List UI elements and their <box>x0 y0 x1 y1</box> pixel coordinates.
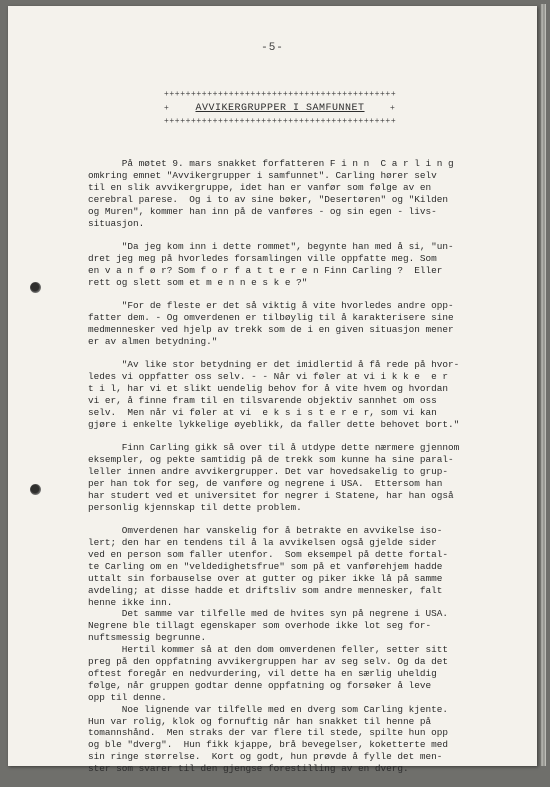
paragraph-2: "Da jeg kom inn i dette rommet", begynte han med å si, "un- dret jeg meg på hvorledes forsamlingen ville oppfatte meg. Som en v a n f ø r? Som f o r f a t t e r e n Finn Carling ? Eller rett og slett som et m e n n e s k e ?" <box>88 240 454 288</box>
page-number: -5- <box>261 42 284 54</box>
document-page <box>8 6 537 775</box>
page-title: AVVIKERGRUPPER I SAMFUNNET <box>195 102 365 114</box>
paragraph-5: Finn Carling gikk så over til å utdype dette nærmere gjennom eksempler, og pekte samtidig på de trekk som kunne ha sine paral- leller innen andre avvikergrupper. Det var hovedsakelig to grup- per han tok for seg, de vanføre og negrene i USA. Ettersom han har studert ved et universitet for negrer i Statene, har han også personlig kjennskap til dette problem. <box>88 442 460 513</box>
paragraph-1: På møtet 9. mars snakket forfatteren F i n n C a r l i n g omkring emnet "Avvikergrupper i samfunnet". Carling hører selv til en slik avvikergruppe, idet han er vanfør som følge av en cerebral parese. Og i to av sine bøker, "Desertøren" og "Kilden og Muren", kommer han inn på de vanføres - og sin egen - livs- situasjon. <box>88 158 454 229</box>
title-border-right: + <box>390 103 395 113</box>
paragraph-6: Omverdenen har vanskelig for å betrakte en avvikelse iso- lert; den har en tendens til å la avvikelsen også gjelde sider ved en person som faller utenfor. Som eksempel på dette fortal- te Carling om en "veldedighetsfrue" som på et vanførehjem hadde uttalt sin forbauselse over at gutter og piker ikke lå på samme avdeling; at disse hadde et driftsliv som andre mennesker, falt henne ikke inn. Det samme var tilfelle med de hvites syn på negrene i USA. Negrene ble tillagt egenskaper som overhode ikke lot seg for- nuftsmessig begrunne. Hertil kommer så at den dom omverdenen feller, setter sitt preg på den oppfatning avvikergruppen har av seg selv. Og da det oftest foregår en nedvurdering, vil dette ha en særlig uheldig følge, når gruppen godtar denne oppfatning og forsøker å leve opp til denne. Noe lignende var tilfelle med en dverg som Carling kjente. Hun var rolig, klok og fornuftig når han snakket til henne på tomannshånd. Men straks der var flere til stede, spilte hun opp og ble "dverg". Hun fikk kjappe, brå bevegelser, koketterte med sin ringe størrelse. Kort og godt, hun prøvde å fylle det men- ster som svarer til den gjengse forestilling av en dverg. <box>88 525 449 775</box>
article-body <box>88 158 498 787</box>
stacked-pages-edge <box>540 4 546 766</box>
title-border-bottom: +++++++++++++++++++++++++++++++++++++++++++ <box>164 117 396 126</box>
punch-hole-top <box>30 282 41 293</box>
title-border-top: +++++++++++++++++++++++++++++++++++++++++++ <box>164 90 396 99</box>
punch-hole-bottom <box>30 484 41 495</box>
paragraph-3: "For de fleste er det så viktig å vite hvorledes andre opp- fatter dem. - Og omverdenen er tilbøylig til å karakterisere sine medmennesker ved hjelp av trekk som de i en given situasjon mener er av almen betydning." <box>88 300 454 347</box>
paragraph-4: "Av like stor betydning er det imidlertid å få rede på hvor- ledes vi oppfatter oss selv. - - Når vi føler at vi i k k e e r t i l, har vi et slikt uendelig behov for å vite hvem og hvordan vi er, å finne fram til en tilsvarende objektiv sannhet om oss selv. Men når vi føler at vi e k s i s t e r e r, som vi kan gjøre i enkelte lykkelige øyeblikk, da faller dette behovet bort." <box>88 359 460 430</box>
title-box <box>164 90 396 128</box>
title-border-left: + <box>164 103 169 113</box>
